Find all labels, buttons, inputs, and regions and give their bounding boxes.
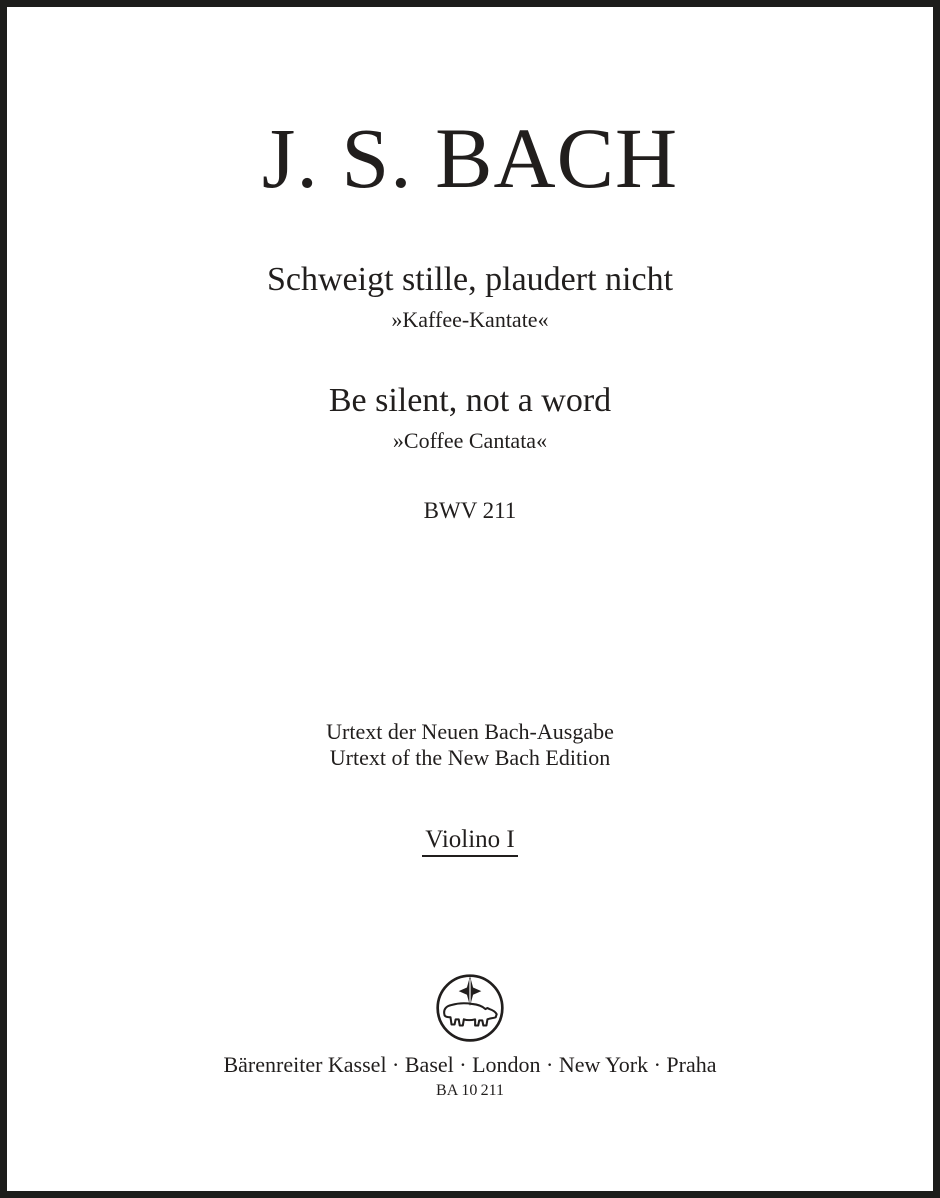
publisher-logo bbox=[7, 967, 933, 1050]
catalogue-number-bwv: BWV 211 bbox=[423, 498, 517, 523]
urtext-note-english: Urtext of the New Bach Edition bbox=[329, 745, 611, 770]
work-title-german: Schweigt stille, plaudert nicht bbox=[266, 261, 674, 298]
urtext-note-german: Urtext der Neuen Bach-Ausgabe bbox=[326, 719, 614, 744]
edition-number: BA 10 211 bbox=[436, 1082, 504, 1099]
part-name-label: Violino I bbox=[422, 827, 517, 857]
work-title-english: Be silent, not a word bbox=[328, 382, 612, 419]
part-name bbox=[7, 827, 933, 857]
barenreiter-emblem-icon bbox=[432, 967, 508, 1045]
work-subtitle-german: »Kaffee-Kantate« bbox=[391, 307, 549, 332]
publisher-imprint-line: Bärenreiter Kassel · Basel · London · New York · Praha bbox=[223, 1052, 717, 1077]
work-subtitle-english: »Coffee Cantata« bbox=[392, 428, 548, 453]
composer-name: J. S. BACH bbox=[261, 110, 679, 206]
bear-icon bbox=[444, 1003, 497, 1025]
